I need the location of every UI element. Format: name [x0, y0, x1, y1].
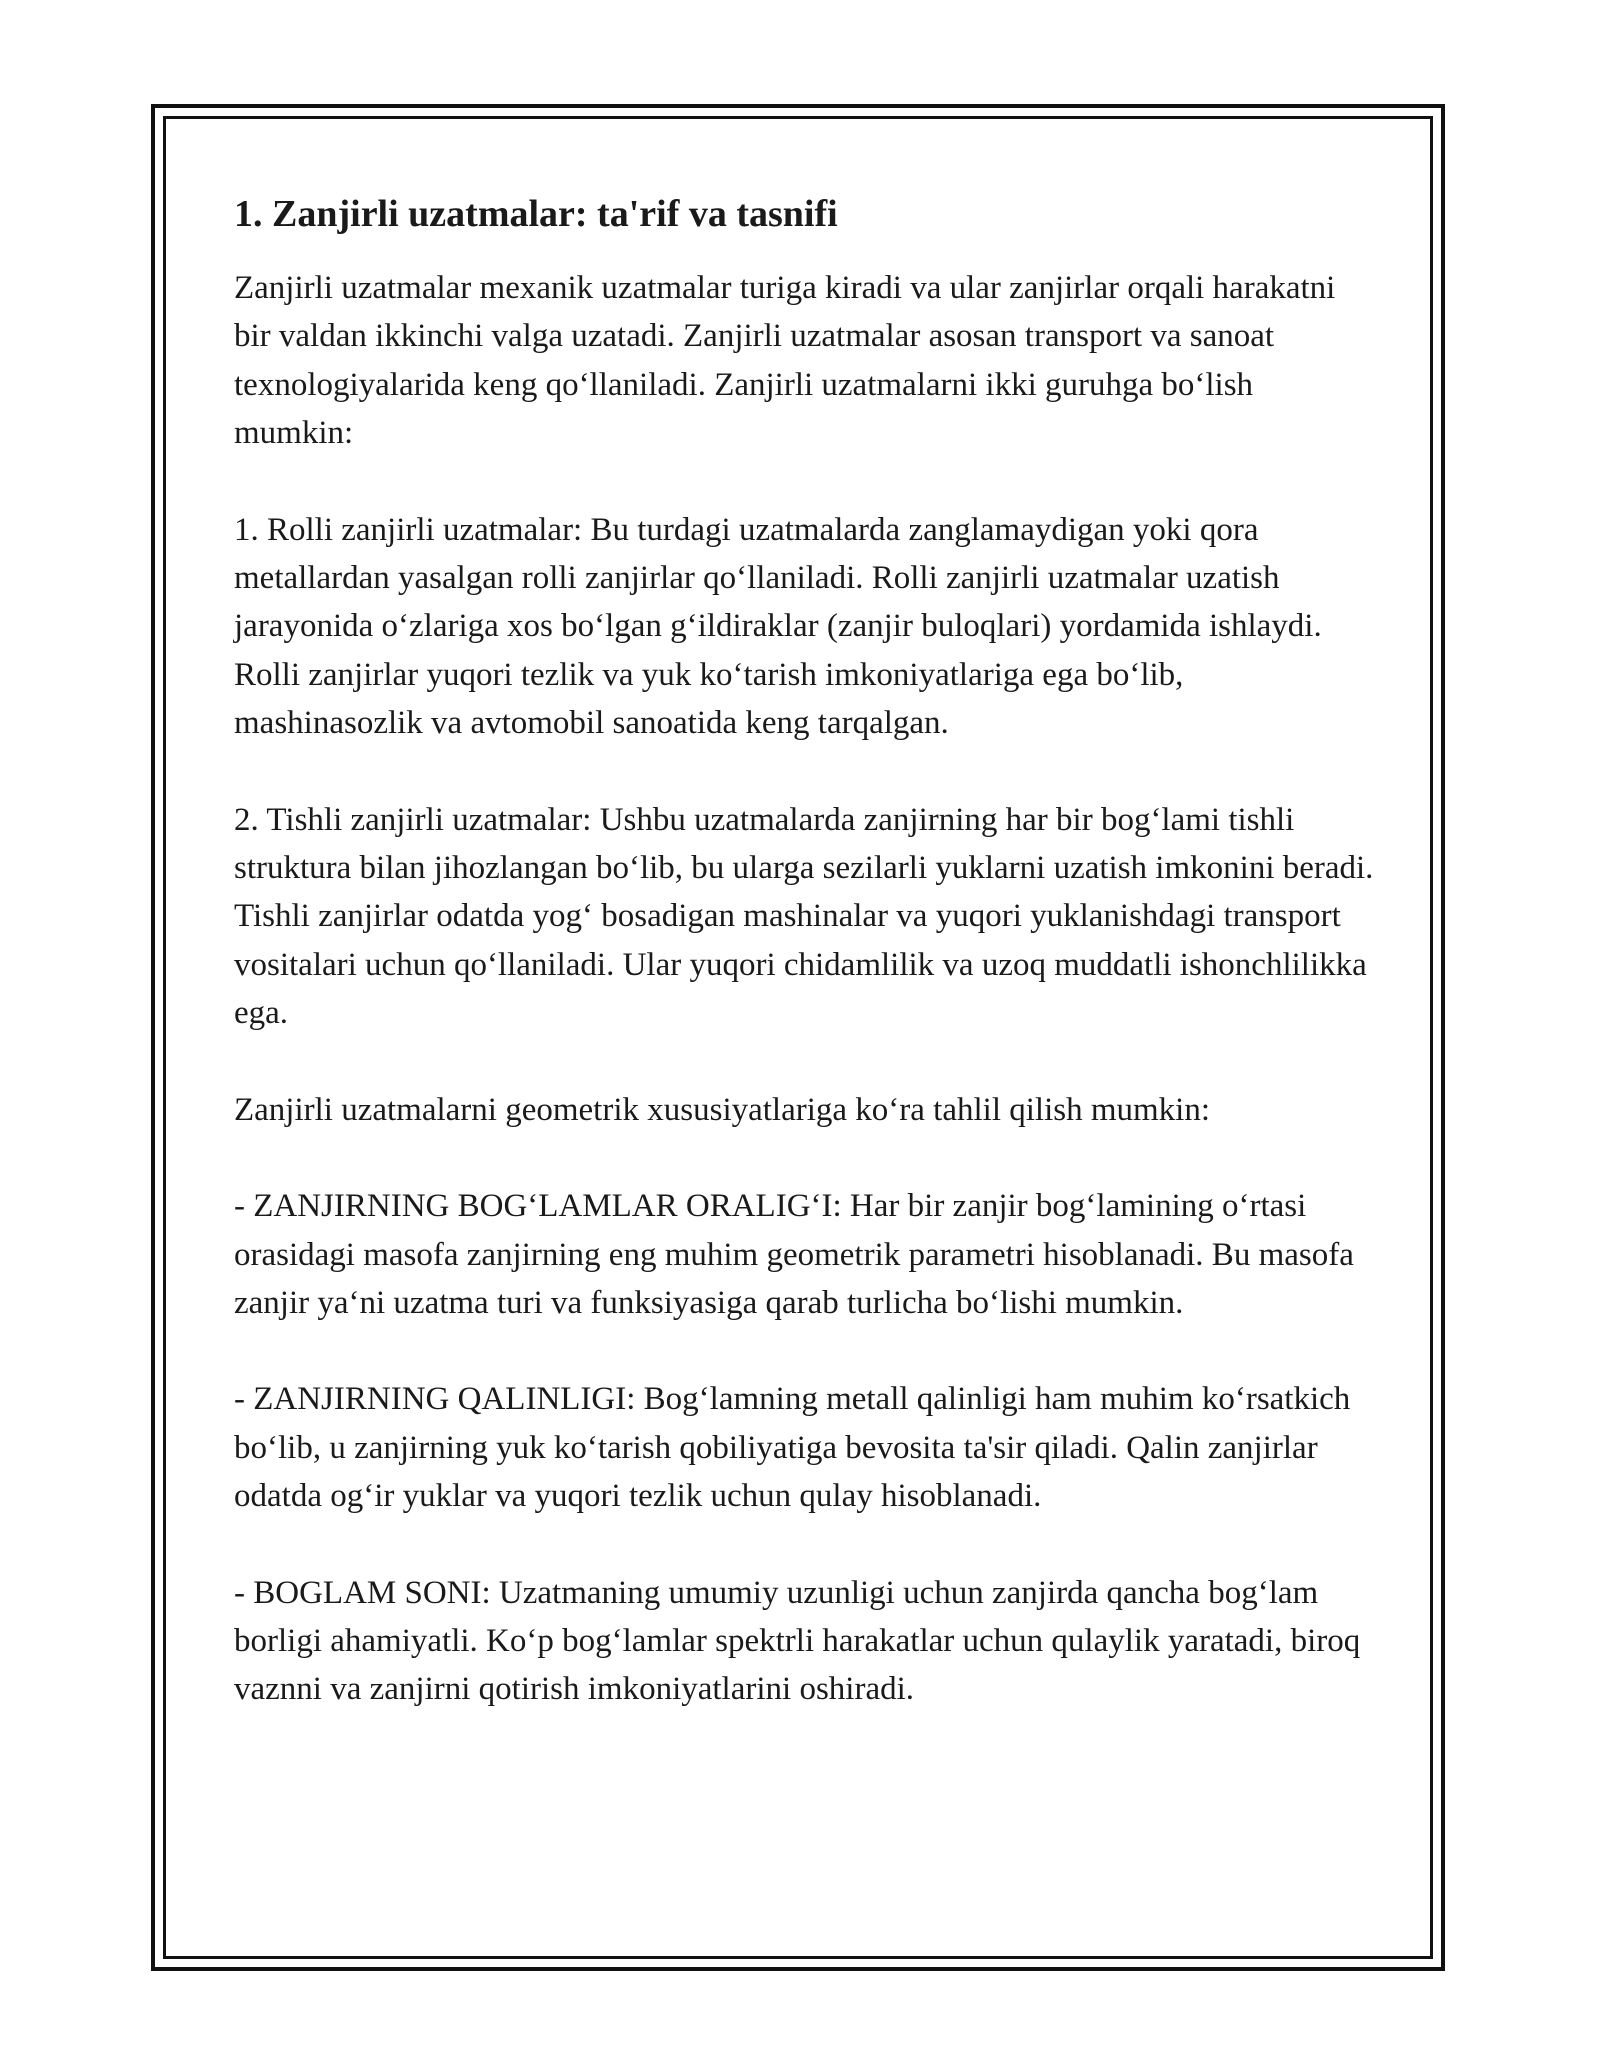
paragraph-geometric-intro: Zanjirli uzatmalarni geometrik xususiyatlariga koʻra tahlil qilish mumkin:	[234, 1091, 1211, 1128]
section-title: 1. Zanjirli uzatmalar: ta'rif va tasnifi	[234, 193, 838, 235]
paragraph-chain-thickness: - ZANJIRNING QALINLIGI: Bogʻlamning metall qalinligi ham muhim koʻrsatkich boʻlib, u zanjirning yuk koʻtarish qobiliyatiga bevosita ta'sir qiladi. Qalin zanjirlar odatda ogʻir yuklar va yuqori tezlik uchun qulay hisoblanadi.	[234, 1381, 1351, 1515]
paragraph-intro: Zanjirli uzatmalar mexanik uzatmalar turiga kiradi va ular zanjirlar orqali harakatni bir valdan ikkinchi valga uzatadi. Zanjirli uzatmalar asosan transport va sanoat texnologiyalarida keng qoʻllaniladi. Zanjirli uzatmalarni ikki guruhga boʻlish mumkin:	[234, 270, 1336, 452]
paragraph-link-pitch: - ZANJIRNING BOGʻLAMLAR ORALIGʻI: Har bir zanjir bogʻlamining oʻrtasi orasidagi masofa zanjirning eng muhim geometrik parametri hisoblanadi. Bu masofa zanjir yaʻni uzatma turi va funksiyasiga qarab turlicha boʻlishi mumkin.	[234, 1188, 1354, 1321]
paragraph-toothed-chains: 2. Tishli zanjirli uzatmalar: Ushbu uzatmalarda zanjirning har bir bogʻlami tishli struktura bilan jihozlangan boʻlib, bu ularga sezilarli yuklarni uzatish imkonini beradi. Tishli zanjirlar odatda yogʻ bosadigan mashinalar va yuqori yuklanishdagi transport vositalari uchun qoʻllaniladi. Ular yuqori chidamlilik va uzoq muddatli ishonchlilikka ega.	[234, 801, 1374, 1032]
document-body	[234, 186, 1374, 1714]
paragraph-link-count: - BOGLAM SONI: Uzatmaning umumiy uzunligi uchun zanjirda qancha bogʻlam borligi ahamiyatli. Koʻp bogʻlamlar spektrli harakatlar uchun qulaylik yaratadi, biroq vaznni va zanjirni qotirish imkoniyatlarini oshiradi.	[234, 1574, 1361, 1708]
paragraph-roller-chains: 1. Rolli zanjirli uzatmalar: Bu turdagi uzatmalarda zanglamaydigan yoki qora metallardan yasalgan rolli zanjirlar qoʻllaniladi. Rolli zanjirli uzatmalar uzatish jarayonida oʻzlariga xos boʻlgan gʻildiraklar (zanjir buloqlari) yordamida ishlaydi. Rolli zanjirlar yuqori tezlik va yuk koʻtarish imkoniyatlariga ega boʻlib, mashinasozlik va avtomobil sanoatida keng tarqalgan.	[234, 511, 1322, 742]
